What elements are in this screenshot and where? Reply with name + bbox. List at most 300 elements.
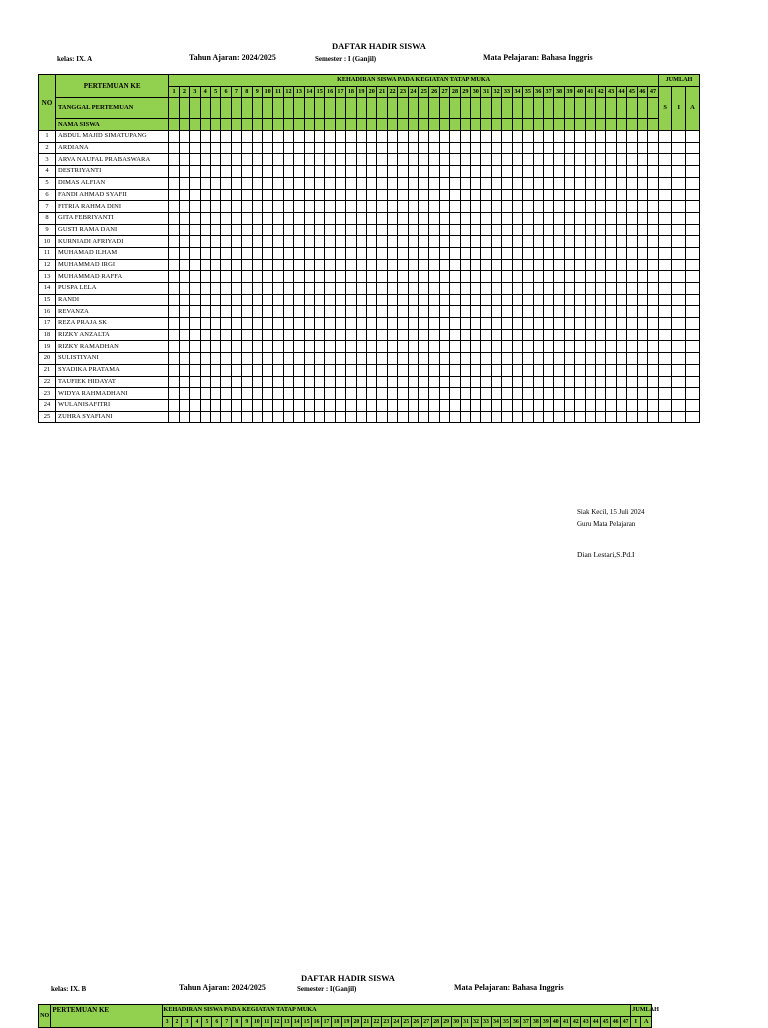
attendance-cell[interactable] <box>450 189 460 201</box>
jumlah-cell[interactable] <box>672 131 686 143</box>
attendance-cell[interactable] <box>637 212 647 224</box>
attendance-cell[interactable] <box>190 189 200 201</box>
attendance-cell[interactable] <box>242 142 252 154</box>
attendance-cell[interactable] <box>460 411 470 423</box>
attendance-cell[interactable] <box>606 142 616 154</box>
attendance-cell[interactable] <box>471 271 481 283</box>
attendance-cell[interactable] <box>429 388 439 400</box>
attendance-cell[interactable] <box>356 189 366 201</box>
attendance-cell[interactable] <box>481 271 491 283</box>
attendance-cell[interactable] <box>377 341 387 353</box>
attendance-cell[interactable] <box>262 224 272 236</box>
attendance-cell[interactable] <box>200 388 210 400</box>
attendance-cell[interactable] <box>419 131 429 143</box>
attendance-cell[interactable] <box>387 376 397 388</box>
attendance-cell[interactable] <box>231 224 241 236</box>
attendance-cell[interactable] <box>471 376 481 388</box>
attendance-cell[interactable] <box>283 341 293 353</box>
attendance-cell[interactable] <box>523 294 533 306</box>
attendance-cell[interactable] <box>221 318 231 330</box>
attendance-cell[interactable] <box>585 259 595 271</box>
attendance-cell[interactable] <box>242 388 252 400</box>
attendance-cell[interactable] <box>335 399 345 411</box>
attendance-cell[interactable] <box>200 154 210 166</box>
attendance-cell[interactable] <box>512 376 522 388</box>
attendance-cell[interactable] <box>491 201 501 213</box>
attendance-cell[interactable] <box>637 411 647 423</box>
attendance-cell[interactable] <box>367 142 377 154</box>
attendance-cell[interactable] <box>377 189 387 201</box>
attendance-cell[interactable] <box>523 142 533 154</box>
attendance-cell[interactable] <box>398 318 408 330</box>
attendance-cell[interactable] <box>595 364 605 376</box>
attendance-cell[interactable] <box>512 212 522 224</box>
attendance-cell[interactable] <box>616 364 626 376</box>
attendance-cell[interactable] <box>367 388 377 400</box>
attendance-cell[interactable] <box>543 201 553 213</box>
attendance-cell[interactable] <box>523 259 533 271</box>
attendance-cell[interactable] <box>512 189 522 201</box>
attendance-cell[interactable] <box>460 283 470 295</box>
attendance-cell[interactable] <box>231 212 241 224</box>
jumlah-cell[interactable] <box>658 294 672 306</box>
attendance-cell[interactable] <box>637 341 647 353</box>
attendance-cell[interactable] <box>512 271 522 283</box>
attendance-cell[interactable] <box>502 189 512 201</box>
attendance-cell[interactable] <box>647 306 658 318</box>
attendance-cell[interactable] <box>408 142 418 154</box>
attendance-cell[interactable] <box>512 411 522 423</box>
attendance-cell[interactable] <box>471 364 481 376</box>
attendance-cell[interactable] <box>481 177 491 189</box>
attendance-cell[interactable] <box>231 236 241 248</box>
attendance-cell[interactable] <box>616 318 626 330</box>
attendance-cell[interactable] <box>575 306 585 318</box>
attendance-cell[interactable] <box>190 329 200 341</box>
attendance-cell[interactable] <box>387 364 397 376</box>
attendance-cell[interactable] <box>606 212 616 224</box>
attendance-cell[interactable] <box>460 201 470 213</box>
attendance-cell[interactable] <box>231 201 241 213</box>
attendance-cell[interactable] <box>377 306 387 318</box>
attendance-cell[interactable] <box>637 142 647 154</box>
attendance-cell[interactable] <box>387 294 397 306</box>
attendance-cell[interactable] <box>335 388 345 400</box>
attendance-cell[interactable] <box>491 411 501 423</box>
attendance-cell[interactable] <box>595 189 605 201</box>
attendance-cell[interactable] <box>283 189 293 201</box>
attendance-cell[interactable] <box>585 341 595 353</box>
attendance-cell[interactable] <box>252 189 262 201</box>
attendance-cell[interactable] <box>398 329 408 341</box>
attendance-cell[interactable] <box>595 142 605 154</box>
attendance-cell[interactable] <box>221 142 231 154</box>
attendance-cell[interactable] <box>575 364 585 376</box>
attendance-cell[interactable] <box>481 411 491 423</box>
attendance-cell[interactable] <box>356 177 366 189</box>
attendance-cell[interactable] <box>627 177 637 189</box>
attendance-cell[interactable] <box>335 329 345 341</box>
attendance-cell[interactable] <box>190 318 200 330</box>
attendance-cell[interactable] <box>419 177 429 189</box>
attendance-cell[interactable] <box>429 329 439 341</box>
attendance-cell[interactable] <box>471 411 481 423</box>
attendance-cell[interactable] <box>283 376 293 388</box>
attendance-cell[interactable] <box>408 376 418 388</box>
date-cell[interactable] <box>262 98 272 119</box>
attendance-cell[interactable] <box>262 306 272 318</box>
attendance-cell[interactable] <box>200 294 210 306</box>
attendance-cell[interactable] <box>169 376 179 388</box>
attendance-cell[interactable] <box>335 224 345 236</box>
attendance-cell[interactable] <box>523 411 533 423</box>
attendance-cell[interactable] <box>356 247 366 259</box>
attendance-cell[interactable] <box>294 341 304 353</box>
attendance-cell[interactable] <box>231 142 241 154</box>
date-cell[interactable] <box>460 98 470 119</box>
attendance-cell[interactable] <box>533 283 543 295</box>
attendance-cell[interactable] <box>294 201 304 213</box>
attendance-cell[interactable] <box>439 131 449 143</box>
attendance-cell[interactable] <box>419 341 429 353</box>
attendance-cell[interactable] <box>523 399 533 411</box>
attendance-cell[interactable] <box>606 411 616 423</box>
date-cell[interactable] <box>200 98 210 119</box>
attendance-cell[interactable] <box>304 201 314 213</box>
attendance-cell[interactable] <box>252 131 262 143</box>
attendance-cell[interactable] <box>408 364 418 376</box>
attendance-cell[interactable] <box>273 154 283 166</box>
attendance-cell[interactable] <box>200 236 210 248</box>
jumlah-cell[interactable] <box>686 306 700 318</box>
attendance-cell[interactable] <box>616 131 626 143</box>
attendance-cell[interactable] <box>523 271 533 283</box>
attendance-cell[interactable] <box>210 294 220 306</box>
jumlah-cell[interactable] <box>686 177 700 189</box>
attendance-cell[interactable] <box>190 236 200 248</box>
attendance-cell[interactable] <box>554 166 564 178</box>
attendance-cell[interactable] <box>439 166 449 178</box>
attendance-cell[interactable] <box>429 318 439 330</box>
attendance-cell[interactable] <box>200 247 210 259</box>
attendance-cell[interactable] <box>429 306 439 318</box>
attendance-cell[interactable] <box>429 259 439 271</box>
attendance-cell[interactable] <box>408 271 418 283</box>
attendance-cell[interactable] <box>314 154 324 166</box>
attendance-cell[interactable] <box>377 201 387 213</box>
attendance-cell[interactable] <box>242 306 252 318</box>
attendance-cell[interactable] <box>554 388 564 400</box>
attendance-cell[interactable] <box>273 341 283 353</box>
attendance-cell[interactable] <box>502 399 512 411</box>
attendance-cell[interactable] <box>543 329 553 341</box>
attendance-cell[interactable] <box>335 212 345 224</box>
attendance-cell[interactable] <box>429 294 439 306</box>
attendance-cell[interactable] <box>543 166 553 178</box>
attendance-cell[interactable] <box>595 318 605 330</box>
attendance-cell[interactable] <box>554 259 564 271</box>
attendance-cell[interactable] <box>616 142 626 154</box>
attendance-cell[interactable] <box>398 166 408 178</box>
attendance-cell[interactable] <box>554 318 564 330</box>
attendance-cell[interactable] <box>346 142 356 154</box>
attendance-cell[interactable] <box>294 329 304 341</box>
attendance-cell[interactable] <box>169 154 179 166</box>
attendance-cell[interactable] <box>575 177 585 189</box>
attendance-cell[interactable] <box>367 247 377 259</box>
attendance-cell[interactable] <box>377 271 387 283</box>
attendance-cell[interactable] <box>627 131 637 143</box>
attendance-cell[interactable] <box>606 283 616 295</box>
attendance-cell[interactable] <box>273 259 283 271</box>
attendance-cell[interactable] <box>554 154 564 166</box>
attendance-cell[interactable] <box>169 166 179 178</box>
date-cell[interactable] <box>627 98 637 119</box>
attendance-cell[interactable] <box>543 376 553 388</box>
attendance-cell[interactable] <box>190 294 200 306</box>
jumlah-cell[interactable] <box>686 353 700 365</box>
attendance-cell[interactable] <box>450 236 460 248</box>
attendance-cell[interactable] <box>262 189 272 201</box>
attendance-cell[interactable] <box>637 294 647 306</box>
attendance-cell[interactable] <box>502 236 512 248</box>
attendance-cell[interactable] <box>439 177 449 189</box>
attendance-cell[interactable] <box>169 212 179 224</box>
attendance-cell[interactable] <box>387 318 397 330</box>
attendance-cell[interactable] <box>585 388 595 400</box>
attendance-cell[interactable] <box>377 294 387 306</box>
attendance-cell[interactable] <box>481 388 491 400</box>
attendance-cell[interactable] <box>387 353 397 365</box>
attendance-cell[interactable] <box>387 177 397 189</box>
attendance-cell[interactable] <box>377 166 387 178</box>
attendance-cell[interactable] <box>585 142 595 154</box>
attendance-cell[interactable] <box>575 283 585 295</box>
attendance-cell[interactable] <box>325 294 335 306</box>
date-cell[interactable] <box>335 98 345 119</box>
attendance-cell[interactable] <box>294 177 304 189</box>
attendance-cell[interactable] <box>491 329 501 341</box>
attendance-cell[interactable] <box>210 247 220 259</box>
attendance-cell[interactable] <box>616 154 626 166</box>
attendance-cell[interactable] <box>419 318 429 330</box>
attendance-cell[interactable] <box>408 236 418 248</box>
attendance-cell[interactable] <box>647 364 658 376</box>
jumlah-cell[interactable] <box>686 166 700 178</box>
attendance-cell[interactable] <box>190 283 200 295</box>
attendance-cell[interactable] <box>533 131 543 143</box>
attendance-cell[interactable] <box>408 341 418 353</box>
attendance-cell[interactable] <box>273 306 283 318</box>
attendance-cell[interactable] <box>502 201 512 213</box>
attendance-cell[interactable] <box>325 353 335 365</box>
attendance-cell[interactable] <box>523 224 533 236</box>
attendance-cell[interactable] <box>606 259 616 271</box>
attendance-cell[interactable] <box>367 224 377 236</box>
attendance-cell[interactable] <box>325 376 335 388</box>
attendance-cell[interactable] <box>606 201 616 213</box>
attendance-cell[interactable] <box>273 166 283 178</box>
attendance-cell[interactable] <box>179 329 189 341</box>
attendance-cell[interactable] <box>367 283 377 295</box>
attendance-cell[interactable] <box>242 353 252 365</box>
attendance-cell[interactable] <box>179 341 189 353</box>
attendance-cell[interactable] <box>242 131 252 143</box>
attendance-cell[interactable] <box>575 388 585 400</box>
attendance-cell[interactable] <box>210 166 220 178</box>
attendance-cell[interactable] <box>512 318 522 330</box>
attendance-cell[interactable] <box>221 376 231 388</box>
attendance-cell[interactable] <box>502 306 512 318</box>
attendance-cell[interactable] <box>210 376 220 388</box>
attendance-cell[interactable] <box>210 131 220 143</box>
jumlah-cell[interactable] <box>658 166 672 178</box>
attendance-cell[interactable] <box>554 212 564 224</box>
attendance-cell[interactable] <box>512 177 522 189</box>
attendance-cell[interactable] <box>314 341 324 353</box>
attendance-cell[interactable] <box>200 142 210 154</box>
attendance-cell[interactable] <box>408 306 418 318</box>
attendance-cell[interactable] <box>491 259 501 271</box>
attendance-cell[interactable] <box>460 166 470 178</box>
attendance-cell[interactable] <box>200 166 210 178</box>
attendance-cell[interactable] <box>273 212 283 224</box>
attendance-cell[interactable] <box>512 201 522 213</box>
attendance-cell[interactable] <box>252 341 262 353</box>
attendance-cell[interactable] <box>304 283 314 295</box>
jumlah-cell[interactable] <box>686 283 700 295</box>
attendance-cell[interactable] <box>221 166 231 178</box>
attendance-cell[interactable] <box>377 142 387 154</box>
date-cell[interactable] <box>564 98 574 119</box>
attendance-cell[interactable] <box>481 142 491 154</box>
attendance-cell[interactable] <box>273 131 283 143</box>
attendance-cell[interactable] <box>554 271 564 283</box>
jumlah-cell[interactable] <box>672 318 686 330</box>
attendance-cell[interactable] <box>210 283 220 295</box>
jumlah-cell[interactable] <box>686 329 700 341</box>
date-cell[interactable] <box>190 98 200 119</box>
attendance-cell[interactable] <box>647 318 658 330</box>
attendance-cell[interactable] <box>210 399 220 411</box>
attendance-cell[interactable] <box>595 247 605 259</box>
attendance-cell[interactable] <box>179 306 189 318</box>
attendance-cell[interactable] <box>564 399 574 411</box>
attendance-cell[interactable] <box>231 154 241 166</box>
attendance-cell[interactable] <box>637 247 647 259</box>
attendance-cell[interactable] <box>283 329 293 341</box>
attendance-cell[interactable] <box>356 329 366 341</box>
date-cell[interactable] <box>294 98 304 119</box>
attendance-cell[interactable] <box>627 399 637 411</box>
attendance-cell[interactable] <box>242 166 252 178</box>
attendance-cell[interactable] <box>595 201 605 213</box>
attendance-cell[interactable] <box>387 283 397 295</box>
attendance-cell[interactable] <box>262 353 272 365</box>
attendance-cell[interactable] <box>460 224 470 236</box>
attendance-cell[interactable] <box>595 271 605 283</box>
attendance-cell[interactable] <box>262 411 272 423</box>
attendance-cell[interactable] <box>252 364 262 376</box>
attendance-cell[interactable] <box>190 353 200 365</box>
attendance-cell[interactable] <box>367 259 377 271</box>
attendance-cell[interactable] <box>481 399 491 411</box>
jumlah-cell[interactable] <box>672 294 686 306</box>
jumlah-cell[interactable] <box>658 353 672 365</box>
attendance-cell[interactable] <box>585 247 595 259</box>
attendance-cell[interactable] <box>367 329 377 341</box>
attendance-cell[interactable] <box>346 224 356 236</box>
attendance-cell[interactable] <box>543 142 553 154</box>
attendance-cell[interactable] <box>554 247 564 259</box>
attendance-cell[interactable] <box>481 259 491 271</box>
attendance-cell[interactable] <box>450 131 460 143</box>
attendance-cell[interactable] <box>564 306 574 318</box>
attendance-cell[interactable] <box>387 399 397 411</box>
jumlah-cell[interactable] <box>672 166 686 178</box>
attendance-cell[interactable] <box>512 306 522 318</box>
attendance-cell[interactable] <box>419 271 429 283</box>
attendance-cell[interactable] <box>346 189 356 201</box>
attendance-cell[interactable] <box>595 177 605 189</box>
attendance-cell[interactable] <box>554 341 564 353</box>
attendance-cell[interactable] <box>356 341 366 353</box>
attendance-cell[interactable] <box>533 388 543 400</box>
attendance-cell[interactable] <box>262 341 272 353</box>
attendance-cell[interactable] <box>533 224 543 236</box>
attendance-cell[interactable] <box>450 341 460 353</box>
attendance-cell[interactable] <box>346 329 356 341</box>
attendance-cell[interactable] <box>450 166 460 178</box>
jumlah-cell[interactable] <box>672 201 686 213</box>
date-cell[interactable] <box>252 98 262 119</box>
date-cell[interactable] <box>637 98 647 119</box>
attendance-cell[interactable] <box>273 399 283 411</box>
attendance-cell[interactable] <box>169 411 179 423</box>
attendance-cell[interactable] <box>169 259 179 271</box>
attendance-cell[interactable] <box>179 189 189 201</box>
attendance-cell[interactable] <box>595 224 605 236</box>
attendance-cell[interactable] <box>190 177 200 189</box>
attendance-cell[interactable] <box>367 177 377 189</box>
attendance-cell[interactable] <box>533 341 543 353</box>
attendance-cell[interactable] <box>450 364 460 376</box>
date-cell[interactable] <box>616 98 626 119</box>
attendance-cell[interactable] <box>429 376 439 388</box>
attendance-cell[interactable] <box>335 318 345 330</box>
date-cell[interactable] <box>283 98 293 119</box>
jumlah-cell[interactable] <box>672 212 686 224</box>
date-cell[interactable] <box>585 98 595 119</box>
attendance-cell[interactable] <box>595 294 605 306</box>
attendance-cell[interactable] <box>543 177 553 189</box>
attendance-cell[interactable] <box>585 399 595 411</box>
attendance-cell[interactable] <box>325 142 335 154</box>
attendance-cell[interactable] <box>377 388 387 400</box>
attendance-cell[interactable] <box>554 376 564 388</box>
attendance-cell[interactable] <box>221 329 231 341</box>
attendance-cell[interactable] <box>356 306 366 318</box>
date-cell[interactable] <box>533 98 543 119</box>
attendance-cell[interactable] <box>595 411 605 423</box>
attendance-cell[interactable] <box>283 166 293 178</box>
attendance-cell[interactable] <box>512 236 522 248</box>
attendance-cell[interactable] <box>585 294 595 306</box>
attendance-cell[interactable] <box>647 341 658 353</box>
attendance-cell[interactable] <box>533 166 543 178</box>
attendance-cell[interactable] <box>231 283 241 295</box>
attendance-cell[interactable] <box>283 364 293 376</box>
